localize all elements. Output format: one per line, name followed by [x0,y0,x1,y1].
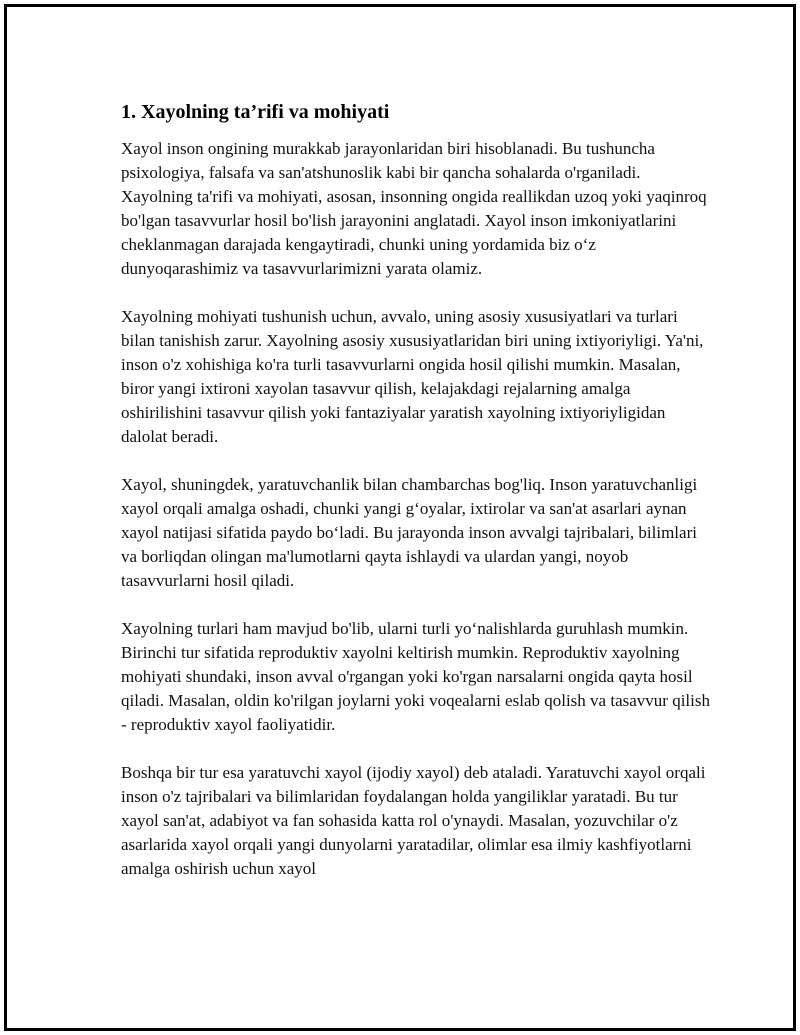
paragraph-reproductive: Xayolning turlari ham mavjud bo'lib, ularni turli yo‘nalishlarda guruhlash mumkin. Birinchi tur sifatida reproduktiv xayolni keltirish mumkin. Reproduktiv xayolning mohiyati shundaki, inson avval o'rgangan yoki ko'rgan narsalarni ongida qayta hosil qiladi. Masalan, oldin ko'rilgan joylarni yoki voqealarni eslab qolish va tasavvur qilish - reproduktiv xayol faoliyatidir. [121,619,710,734]
paragraph-creative-imagination: Boshqa bir tur esa yaratuvchi xayol (ijodiy xayol) deb ataladi. Yaratuvchi xayol orqali inson o'z tajribalari va bilimlaridan foydalangan holda yangiliklar yaratadi. Bu tur xayol san'at, adabiyot va fan sohasida katta rol o'ynaydi. Masalan, yozuvchilar o'z asarlarida xayol orqali yangi dunyolarni yaratadilar, olimlar esa ilmiy kashfiyotlarni amalga oshirish uchun xayol [121,763,706,878]
section-heading: 1. Xayolning ta’rifi va mohiyati [121,101,390,123]
document-body [121,99,711,905]
paragraph-essence: Xayolning mohiyati tushunish uchun, avvalo, uning asosiy xususiyatlari va turlari bilan tanishish zarur. Xayolning asosiy xususiyatlaridan biri uning ixtiyoriyligi. Ya'ni, inson o'z xohishiga ko'ra turli tasavvurlarni ongida hosil qilishi mumkin. Masalan, biror yangi ixtironi xayolan tasavvur qilish, kelajakdagi rejalarning amalga oshirilishini tasavvur qilish yoki fantaziyalar yaratish xayolning ixtiyoriyligidan dalolat beradi. [121,307,704,446]
page-frame [4,4,796,1031]
paragraph-creativity: Xayol, shuningdek, yaratuvchanlik bilan chambarchas bog'liq. Inson yaratuvchanligi xayol orqali amalga oshadi, chunki yangi g‘oyalar, ixtirolar va san'at asarlari aynan xayol natijasi sifatida paydo bo‘ladi. Bu jarayonda inson avvalgi tajribalari, bilimlari va borliqdan olingan ma'lumotlarni qayta ishlaydi va ulardan yangi, noyob tasavvurlarni hosil qiladi. [121,475,698,590]
paragraph-definition: Xayol inson ongining murakkab jarayonlaridan biri hisoblanadi. Bu tushuncha psixologiya, falsafa va san'atshunoslik kabi bir qancha sohalarda o'rganiladi. Xayolning ta'rifi va mohiyati, asosan, insonning ongida reallikdan uzoq yoki yaqinroq bo'lgan tasavvurlar hosil bo'lish jarayonini anglatadi. Xayol inson imkoniyatlarini cheklanmagan darajada kengaytiradi, chunki uning yordamida biz o‘z dunyoqarashimiz va tasavvurlarimizni yarata olamiz. [121,139,707,278]
